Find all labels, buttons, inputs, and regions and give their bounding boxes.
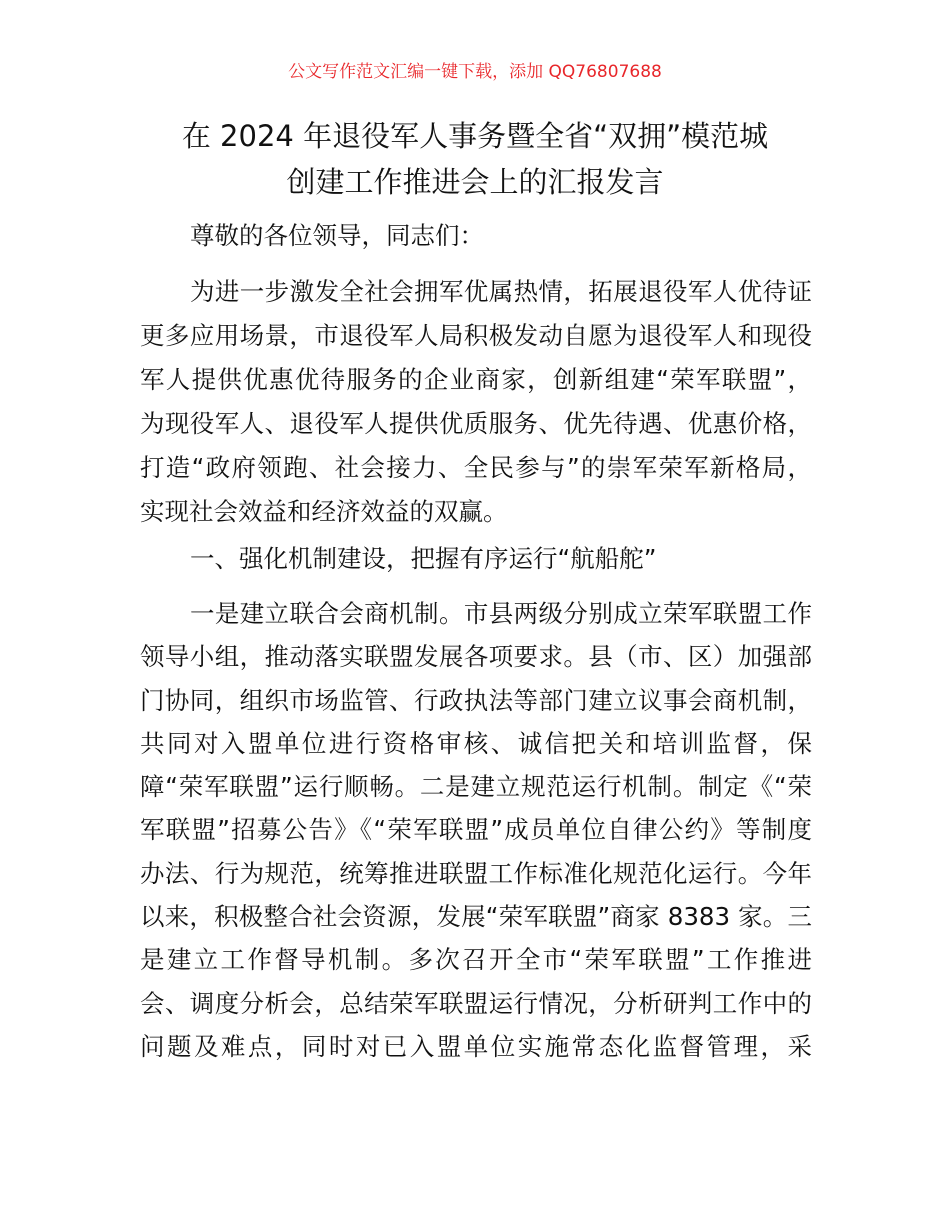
title-line: 创建工作推进会上的汇报发言	[286, 165, 664, 199]
paragraph-line: 办法、行为规范，统筹推进联盟工作标准化规范化运行。今年	[140, 858, 812, 888]
paragraph-line: 障“荣军联盟”运行顺畅。二是建立规范运行机制。制定《“荣	[140, 772, 812, 802]
document-title	[130, 113, 820, 205]
paragraph-line: 以来，积极整合社会资源，发展“荣军联盟”商家 8383 家。三	[140, 902, 812, 932]
paragraph-line: 共同对入盟单位进行资格审核、诚信把关和培训监督，保	[140, 728, 812, 758]
paragraph-line: 为进一步激发全社会拥军优属热情，拓展退役军人优待证	[190, 277, 812, 306]
paragraph-line: 军人提供优惠优待服务的企业商家，创新组建“荣军联盟”，	[140, 365, 812, 394]
paragraph-line: 军联盟”招募公告》《“荣军联盟”成员单位自律公约》等制度	[140, 815, 812, 845]
paragraph-line: 领导小组，推动落实联盟发展各项要求。县（市、区）加强部	[140, 642, 812, 672]
paragraph-mechanism	[140, 592, 812, 1068]
paragraph-line: 问题及难点，同时对已入盟单位实施常态化监督管理，采	[140, 1031, 812, 1061]
section-heading-text: 一、强化机制建设，把握有序运行“航船舵”	[190, 544, 657, 573]
paragraph-line: 为现役军人、退役军人提供优质服务、优先待遇、优惠价格，	[140, 409, 812, 438]
title-line: 在 2024 年退役军人事务暨全省“双拥”模范城	[181, 119, 769, 153]
salutation-text: 尊敬的各位领导，同志们：	[190, 221, 484, 250]
paragraph-line: 是建立工作督导机制。多次召开全市“荣军联盟”工作推进	[140, 945, 812, 975]
paragraph-line: 门协同，组织市场监管、行政执法等部门建立议事会商机制，	[140, 685, 812, 715]
download-watermark: 公文写作范文汇编一键下载，添加 QQ76807688	[288, 62, 662, 82]
paragraph-intro	[140, 270, 812, 534]
paragraph-line: 一是建立联合会商机制。市县两级分别成立荣军联盟工作	[190, 599, 812, 628]
paragraph-line: 更多应用场景，市退役军人局积极发动自愿为退役军人和现役	[140, 321, 812, 350]
paragraph-line: 实现社会效益和经济效益的双赢。	[140, 497, 508, 526]
paragraph-line: 会、调度分析会，总结荣军联盟运行情况，分析研判工作中的	[140, 988, 812, 1018]
paragraph-line: 打造“政府领跑、社会接力、全民参与”的崇军荣军新格局，	[140, 453, 812, 482]
section-heading	[140, 537, 812, 581]
salutation	[140, 214, 812, 258]
